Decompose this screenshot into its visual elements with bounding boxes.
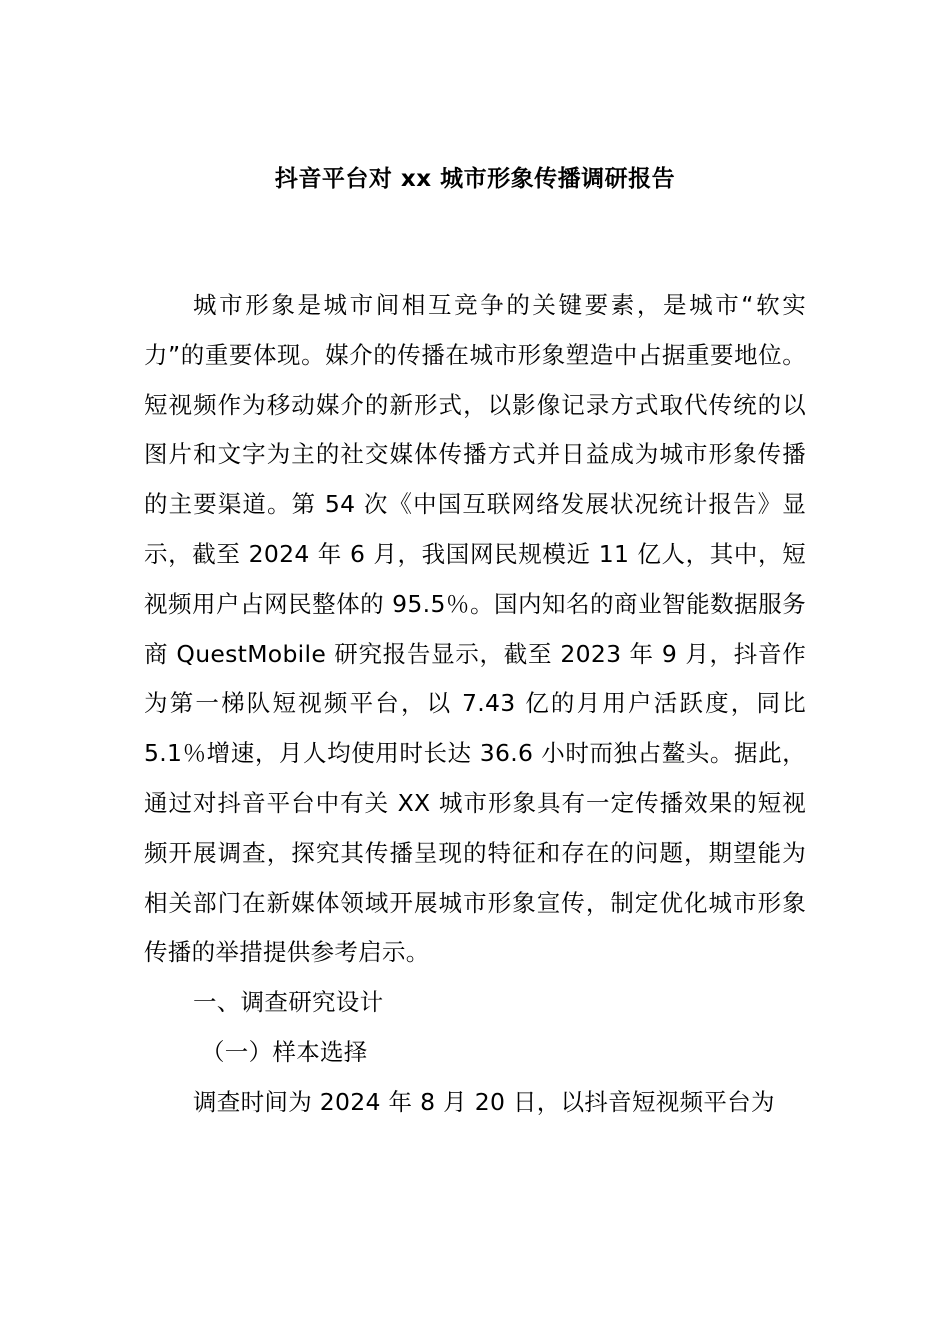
document-body (144, 281, 806, 1128)
section-heading: 一、调查研究设计 (193, 988, 384, 1017)
intro-paragraph: 城市形象是城市间相互竞争的关键要素，是城市“软实力”的重要体现。媒介的传播在城市形象塑造中占据重要地位。短视频作为移动媒介的新形式，以影像记录方式取代传统的以图片和文字为主的社交媒体传播方式并日益成为城市形象传播的主要渠道。第 54 次《中国互联网络发展状况统计报告》显示，截至 2024 年 6 月，我国网民规模近 11 亿人，其中，短视频用户占网民整体的 95.5％。国内知名的商业智能数据服务商 QuestMobile 研究报告显示，截至 2023 年 9 月，抖音作为第一梯队短视频平台，以 7.43 亿的月用户活跃度，同比 5.1％增速，月人均使用时长达 36.6 小时而独占鳌头。据此，通过对抖音平台中有关 XX 城市形象具有一定传播效果的短视频开展调查，探究其传播呈现的特征和存在的问题，期望能为相关部门在新媒体领域开展城市形象宣传，制定优化城市形象传播的举措提供参考启示。 (144, 291, 806, 967)
document-title: 抖音平台对 xx 城市形象传播调研报告 (274, 166, 676, 192)
subsection-heading: （一）样本选择 (201, 1037, 368, 1066)
subsection-paragraph: 调查时间为 2024 年 8 月 20 日，以抖音短视频平台为 (193, 1087, 775, 1116)
